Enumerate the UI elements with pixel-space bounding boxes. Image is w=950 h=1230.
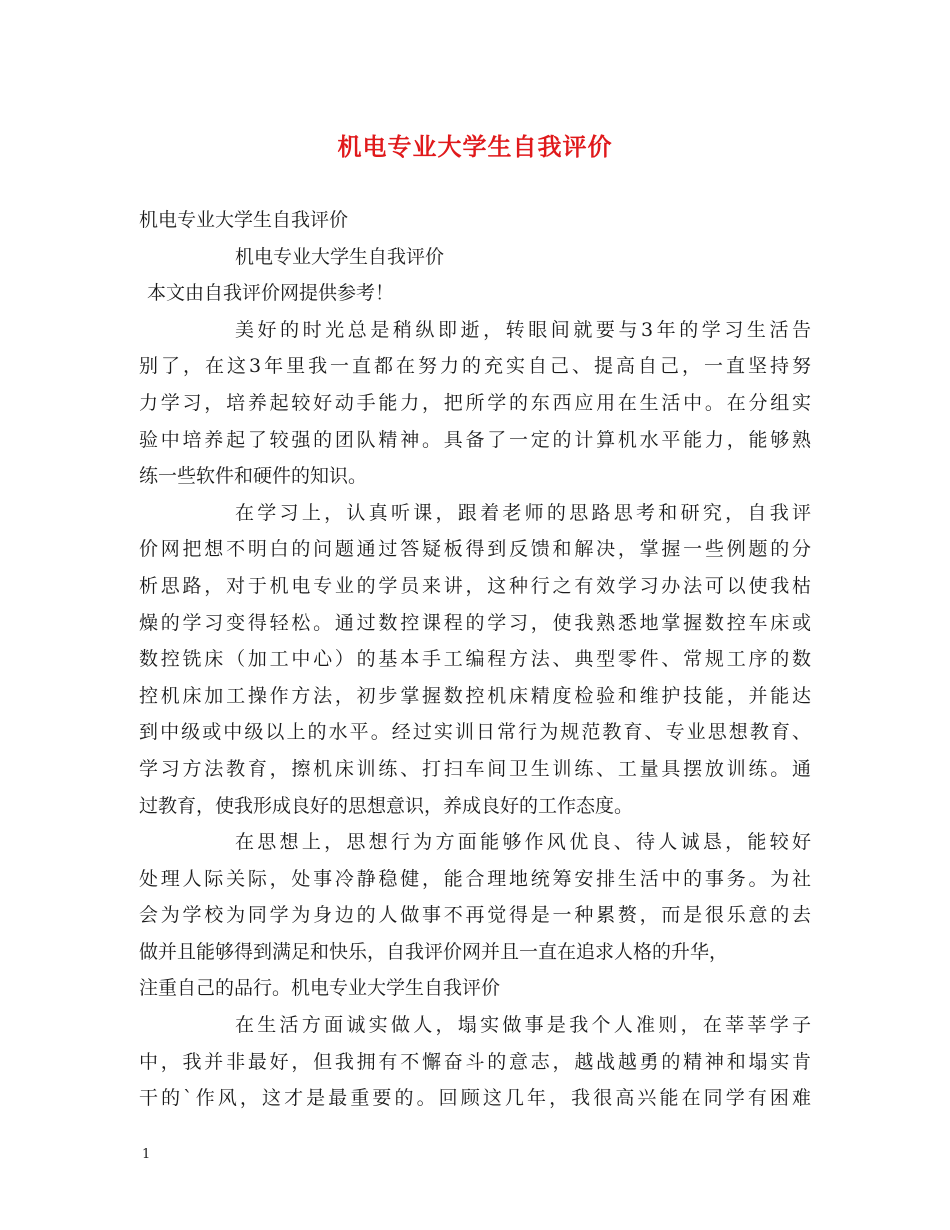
paragraph-4-line: 干的`作风，这才是最重要的。回顾这几年，我很高兴能在同学有困难	[139, 1087, 811, 1110]
paragraph-2-line: 在学习上，认真听课，跟着老师的思路思考和研究，自我评	[235, 501, 811, 524]
paragraph-3-line: 做并且能够得到满足和快乐，自我评价网并且一直在追求人格的升华，	[139, 940, 729, 963]
paragraph-2-line: 控机床加工操作方法，初步掌握数控机床精度检验和维护技能，并能达	[139, 684, 811, 707]
paragraph-1-line: 别了，在这3年里我一直都在努力的充实自己、提高自己，一直坚持努	[139, 355, 811, 378]
subheading-line: 机电专业大学生自我评价	[235, 245, 445, 268]
paragraph-4-line: 在生活方面诚实做人，塌实做事是我个人准则，在莘莘学子	[235, 1014, 811, 1037]
paragraph-2-line: 燥的学习变得轻松。通过数控课程的学习，使我熟悉地掌握数控车床或	[139, 611, 811, 634]
paragraph-2-line: 数控铣床（加工中心）的基本手工编程方法、典型零件、常规工序的数	[139, 648, 811, 671]
paragraph-1-line: 练一些软件和硬件的知识。	[139, 465, 368, 488]
document-body	[139, 202, 811, 1117]
paragraph-2-line: 析思路，对于机电专业的学员来讲，这种行之有效学习办法可以使我枯	[139, 574, 811, 597]
paragraph-2-line: 到中级或中级以上的水平。经过实训日常行为规范教育、专业思想教育、	[139, 721, 811, 744]
paragraph-2-line: 过教育，使我形成良好的思想意识，养成良好的工作态度。	[139, 794, 634, 817]
page-number: 1	[142, 1147, 151, 1162]
document-title: 机电专业大学生自我评价	[337, 132, 613, 161]
paragraph-3-line: 处理人际关际，处事冷静稳健，能合理地统筹安排生活中的事务。为社	[139, 867, 811, 890]
paragraph-1-line: 力学习，培养起较好动手能力，把所学的东西应用在生活中。在分组实	[139, 391, 811, 414]
paragraph-2-line: 价网把想不明白的问题通过答疑板得到反馈和解决，掌握一些例题的分	[139, 538, 811, 561]
intro-line: 本文由自我评价网提供参考！	[147, 282, 395, 305]
paragraph-2-line: 学习方法教育，擦机床训练、打扫车间卫生训练、工量具摆放训练。通	[139, 757, 811, 780]
paragraph-1-line: 美好的时光总是稍纵即逝，转眼间就要与3年的学习生活告	[235, 318, 811, 341]
heading-line: 机电专业大学生自我评价	[139, 209, 349, 231]
paragraph-1-line: 验中培养起了较强的团队精神。具备了一定的计算机水平能力，能够熟	[139, 428, 811, 451]
paragraph-3-line: 注重自己的品行。机电专业大学生自我评价	[139, 977, 501, 1000]
paragraph-4-line: 中，我并非最好，但我拥有不懈奋斗的意志，越战越勇的精神和塌实肯	[139, 1050, 811, 1073]
paragraph-3-line: 会为学校为同学为身边的人做事不再觉得是一种累赘，而是很乐意的去	[139, 904, 811, 927]
paragraph-3-line: 在思想上，思想行为方面能够作风优良、待人诚恳，能较好	[235, 831, 811, 854]
